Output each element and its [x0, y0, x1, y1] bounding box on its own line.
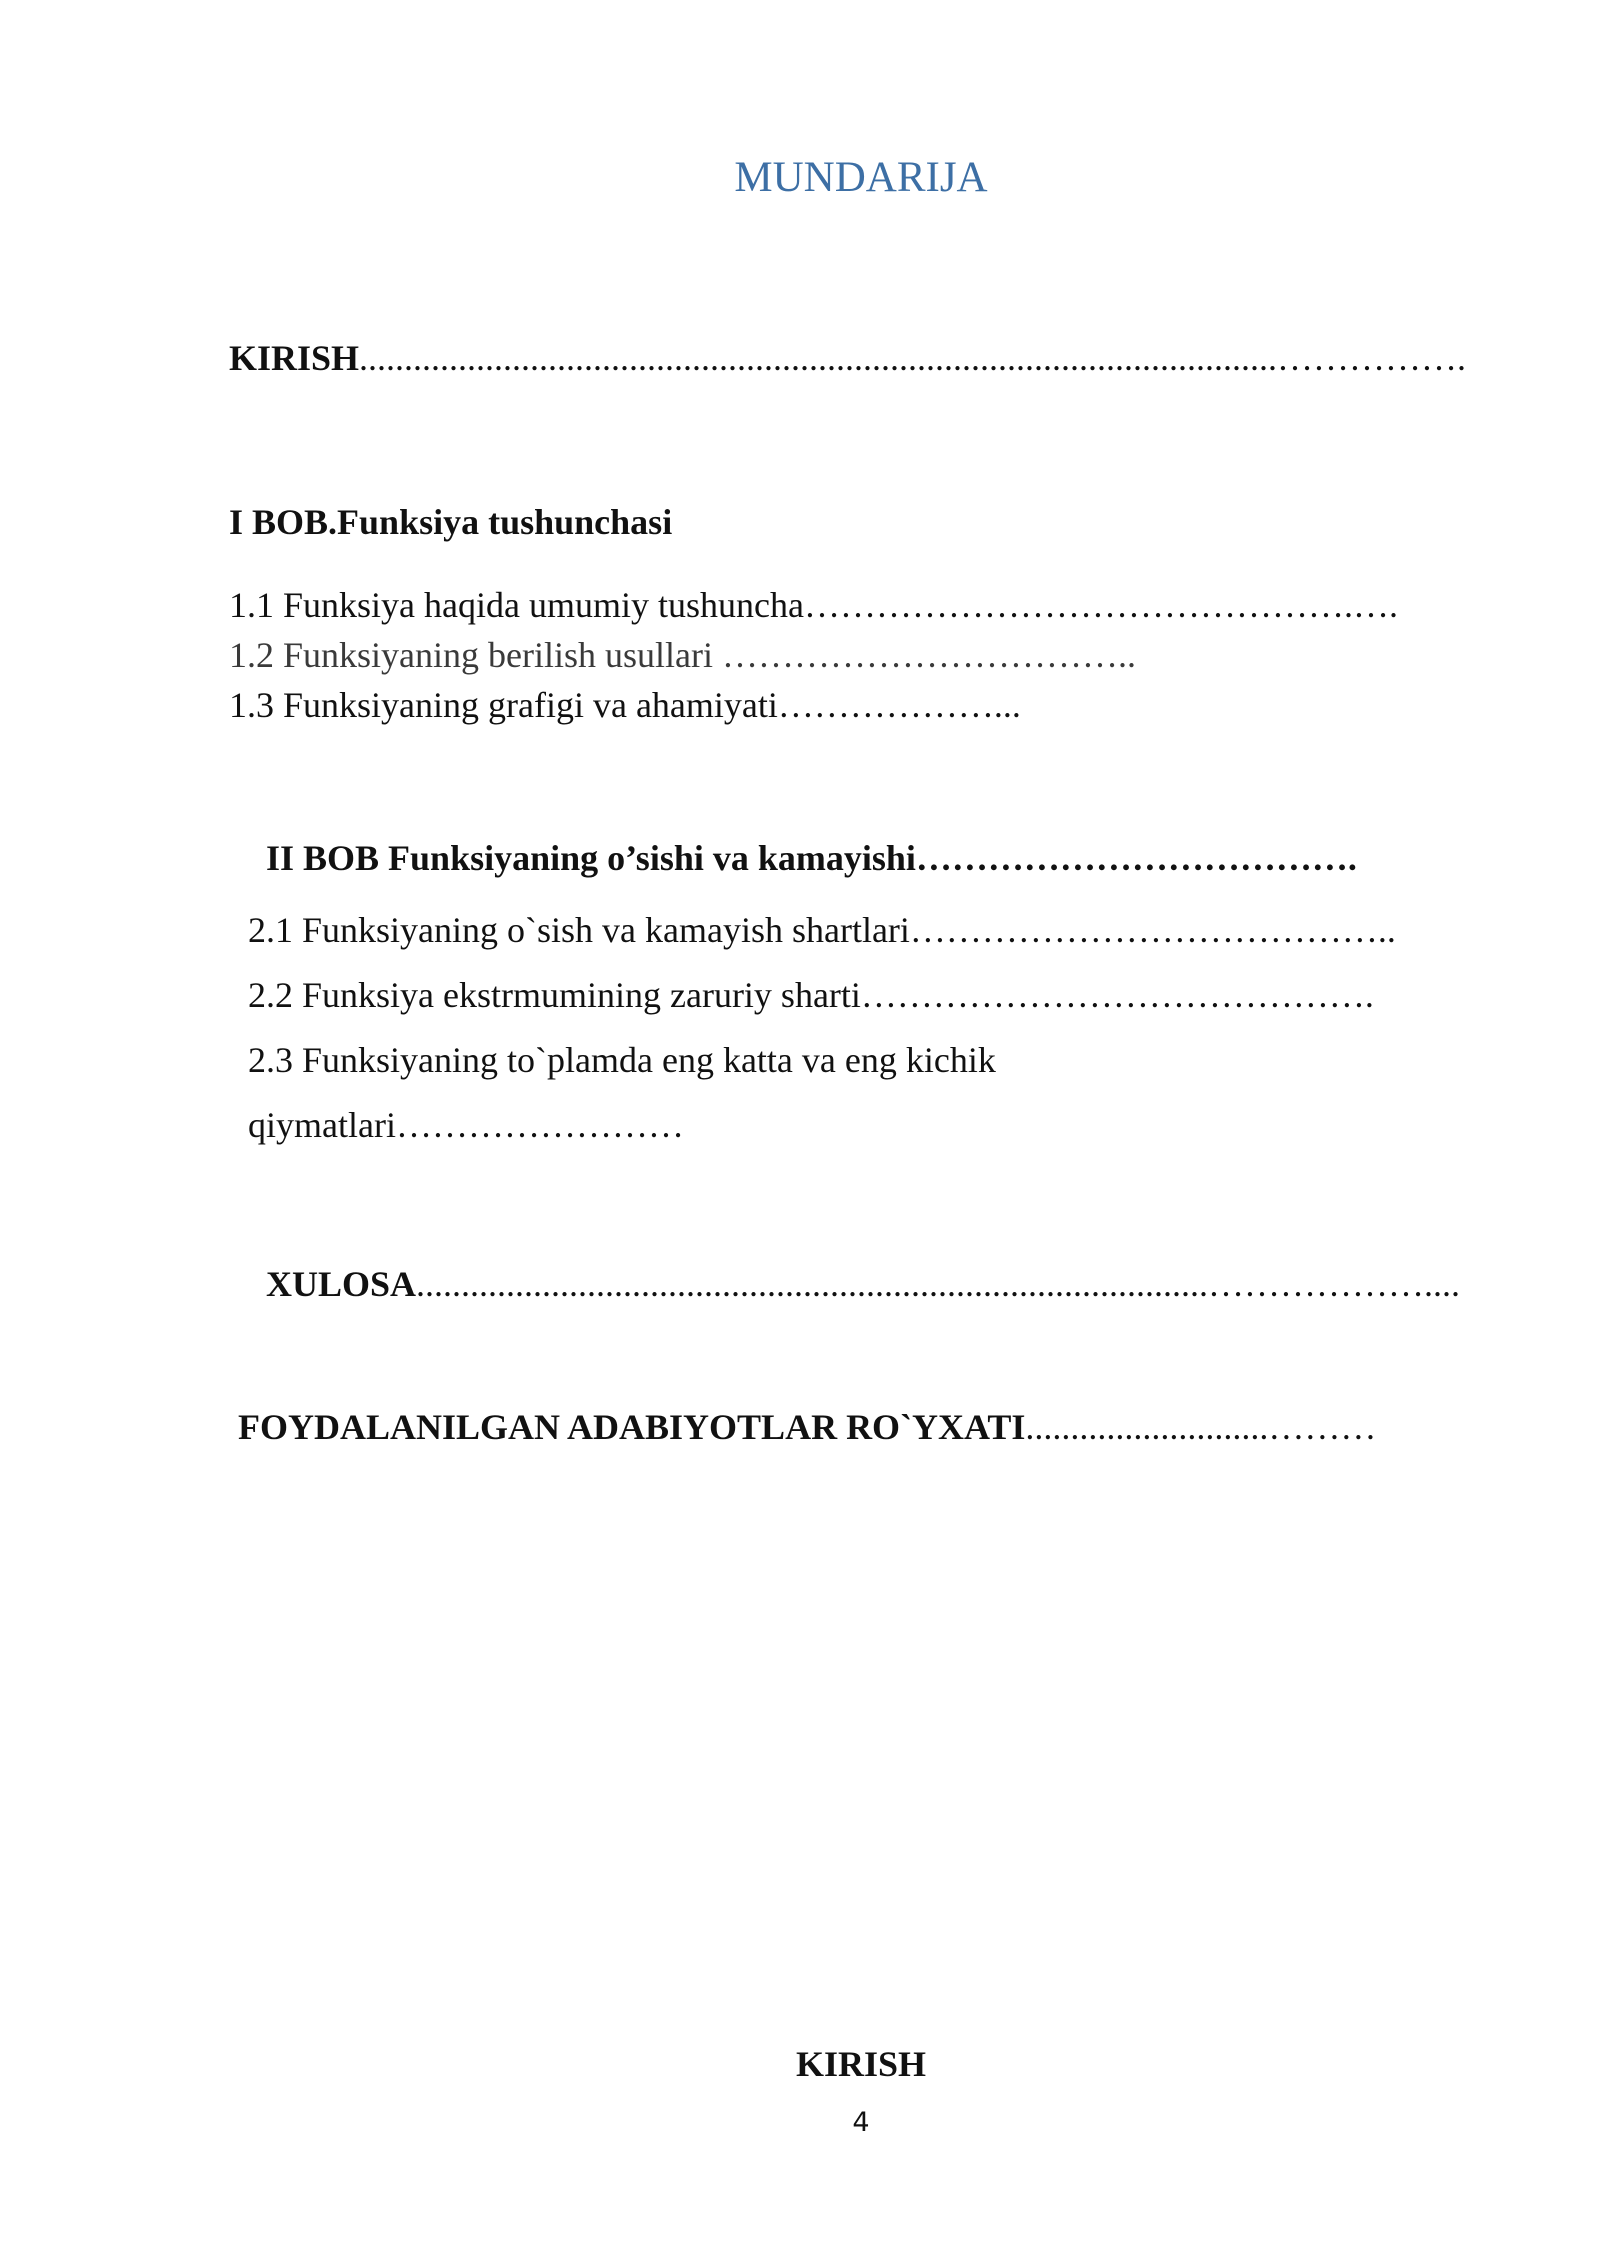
toc-entry-kirish: [229, 340, 1466, 376]
chapter-2-heading: II BOB Funksiyaning o’sishi va kamayishi……………………………….: [266, 838, 1357, 878]
toc-entry-label: XULOSA: [266, 1264, 417, 1304]
toc-leader: ...........................………: [1025, 1407, 1377, 1447]
toc-item-2-3: 2.3 Funksiyaning to`plamda eng katta va eng kichik: [248, 1040, 996, 1080]
toc-item-1-2: 1.2 Funksiyaning berilish usullari ……………………………..: [229, 635, 1136, 675]
toc-title: MUNDARIJA: [734, 154, 988, 201]
toc-item-2-2: 2.2 Funksiya ekstrmumining zaruriy sharti…………………………………….: [248, 975, 1374, 1015]
toc-entry-xulosa: [266, 1266, 1460, 1302]
toc-entry-references: [238, 1409, 1376, 1445]
toc-item-1-3: 1.3 Funksiyaning grafigi va ahamiyati………………...: [229, 685, 1021, 725]
toc-leader: ........................................................................................………………....: [416, 1264, 1461, 1304]
toc-leader: ......................................................................................................…………….: [359, 338, 1467, 378]
toc-item-2-1: 2.1 Funksiyaning o`sish va kamayish shartlari…………………………………..: [248, 910, 1396, 950]
chapter-1-heading: I BOB.Funksiya tushunchasi: [229, 502, 673, 542]
section-heading-kirish: KIRISH: [795, 2044, 927, 2084]
toc-entry-label: KIRISH: [229, 338, 360, 378]
toc-entry-label: FOYDALANILGAN ADABIYOTLAR RO`YXATI: [238, 1407, 1026, 1447]
page-number: 4: [852, 2107, 870, 2138]
toc-item-2-3-continued: qiymatlari……………………: [248, 1105, 684, 1145]
toc-item-1-1: 1.1 Funksiya haqida umumiy tushuncha……………………………………….….: [229, 585, 1398, 625]
